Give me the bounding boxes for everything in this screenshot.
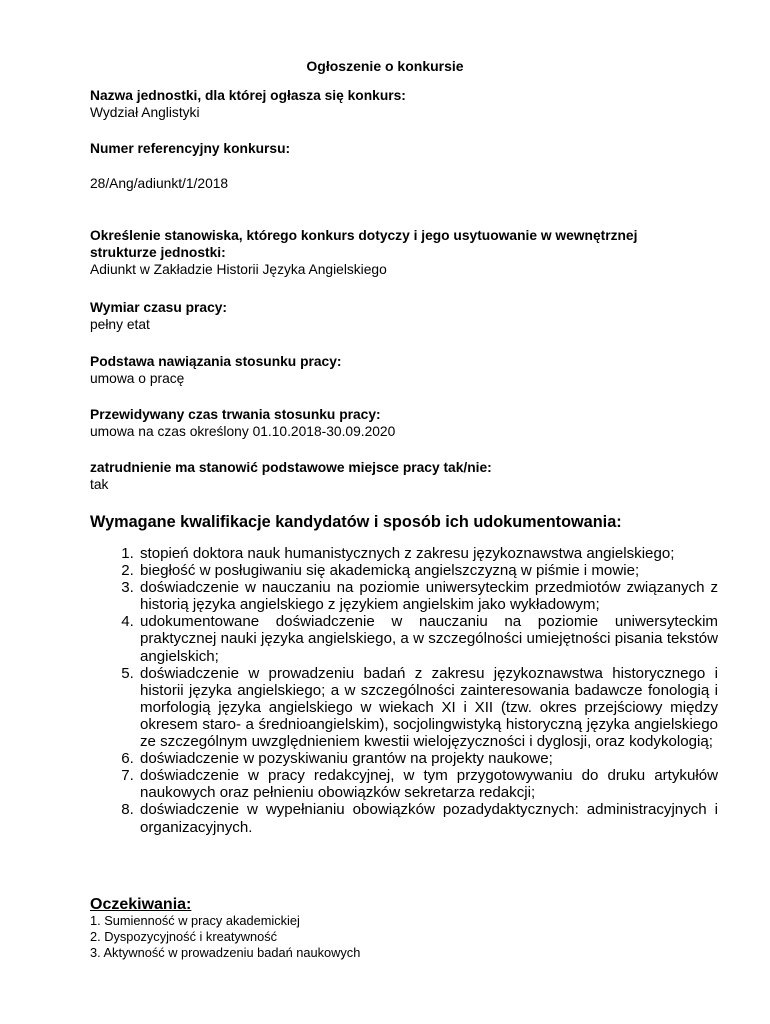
list-item: 4. udokumentowane doświadczenie w nauczaniu na poziomie uniwersyteckim praktycznej nauki języka angielskiego, a w szczególności umiejętności pisania tekstów angielskich;	[138, 613, 718, 664]
requirements-heading: Wymagane kwalifikacje kandydatów i sposób ich udokumentowania:	[90, 513, 622, 531]
list-item: 2. biegłość w posługiwaniu się akademicką angielszczyzną w piśmie i mowie;	[138, 562, 718, 579]
section-reference-number	[90, 140, 690, 192]
section-unit	[90, 87, 690, 121]
section-primary-workplace	[90, 459, 690, 493]
list-item: 8. doświadczenie w wypełnianiu obowiązków pozadydaktycznych: administracyjnych i organizacyjnych.	[138, 801, 718, 835]
section-label: Podstawa nawiązania stosunku pracy:	[90, 354, 342, 369]
section-value: umowa o pracę	[90, 371, 185, 386]
section-value: pełny etat	[90, 317, 150, 332]
list-item: 3. Aktywność w prowadzeniu badań naukowych	[90, 945, 361, 960]
list-item: 1. stopień doktora nauk humanistycznych z zakresu językoznawstwa angielskiego;	[138, 545, 718, 562]
section-position	[90, 227, 690, 278]
section-value: Adiunkt w Zakładzie Historii Języka Angielskiego	[90, 262, 387, 277]
expectations-list	[90, 913, 360, 961]
requirements-list	[100, 545, 718, 836]
expectations-heading: Oczekiwania:	[90, 896, 192, 913]
section-employment-duration	[90, 406, 690, 440]
list-item: 1. Sumienność w pracy akademickiej	[90, 913, 300, 928]
section-label: Nazwa jednostki, dla której ogłasza się konkurs:	[90, 88, 406, 103]
section-label: zatrudnienie ma stanowić podstawowe miejsce pracy tak/nie:	[90, 460, 492, 475]
section-value: Wydział Anglistyki	[90, 105, 200, 120]
section-working-time	[90, 299, 690, 333]
document-title: Ogłoszenie o konkursie	[306, 58, 464, 74]
list-item: 6. doświadczenie w pozyskiwaniu grantów na projekty naukowe;	[138, 750, 718, 767]
section-value: tak	[90, 477, 109, 492]
section-label: Numer referencyjny konkursu:	[90, 141, 291, 156]
section-label: Wymiar czasu pracy:	[90, 300, 228, 315]
section-label: Przewidywany czas trwania stosunku pracy:	[90, 407, 381, 422]
list-item: 5. doświadczenie w prowadzeniu badań z zakresu językoznawstwa historycznego i historii języka angielskiego; a w szczególności zainteresowania badawcze fonologią i morfologią języka angielskiego w wiekach XI i XII (tzw. okres przejściowy między okresem staro- a średnioangielskim), socjolingwistyką historyczną języka angielskiego ze szczególnym uwzględnieniem kwestii wielojęzyczności i dyglosji, oraz kodykologią;	[138, 665, 718, 750]
section-value: umowa na czas określony 01.10.2018-30.09.2020	[90, 424, 396, 439]
list-item: 7. doświadczenie w pracy redakcyjnej, w tym przygotowywaniu do druku artykułów naukowych oraz pełnieniu obowiązków sekretarza redakcji;	[138, 767, 718, 801]
list-item: 2. Dyspozycyjność i kreatywność	[90, 929, 278, 944]
section-label: Określenie stanowiska, którego konkurs dotyczy i jego usytuowanie w wewnętrznej strukturze jednostki:	[90, 228, 638, 260]
list-item: 3. doświadczenie w nauczaniu na poziomie uniwersyteckim przedmiotów związanych z historią języka angielskiego z językiem angielskim jako wykładowym;	[138, 579, 718, 613]
section-value: 28/Ang/adiunkt/1/2018	[90, 176, 229, 191]
section-employment-basis	[90, 353, 690, 387]
